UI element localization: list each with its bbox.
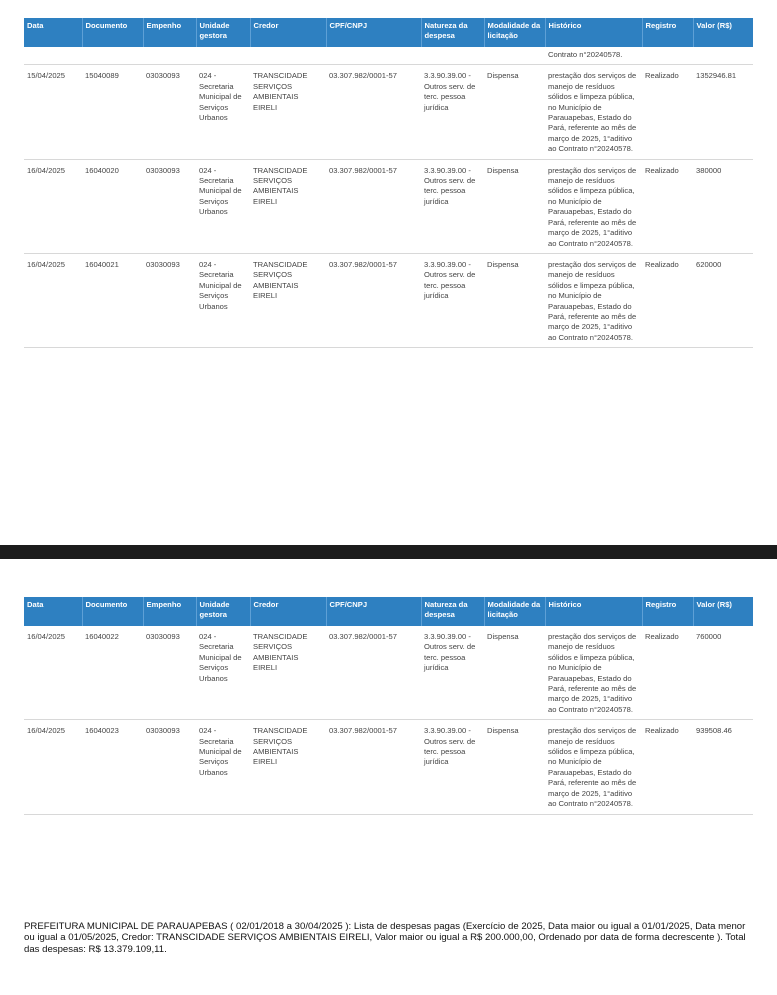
column-header[interactable]: Valor (R$) xyxy=(693,18,753,47)
column-header[interactable]: Registro xyxy=(642,18,693,47)
unit-cell: 024 - Secretaria Municipal de Serviços Urbanos xyxy=(196,626,250,720)
date-cell: 16/04/2025 xyxy=(24,720,82,814)
column-header[interactable]: Histórico xyxy=(545,597,642,626)
column-header[interactable]: Empenho xyxy=(143,597,196,626)
nature-cell: 3.3.90.39.00 - Outros serv. de terc. pessoa jurídica xyxy=(421,626,484,720)
value-cell: 760000 xyxy=(693,626,753,720)
date-cell: 15/04/2025 xyxy=(24,65,82,159)
column-header[interactable]: Unidade gestora xyxy=(196,597,250,626)
column-header[interactable]: Empenho xyxy=(143,18,196,47)
unit-cell: 024 - Secretaria Municipal de Serviços Urbanos xyxy=(196,720,250,814)
creditor-cell: TRANSCIDADE SERVIÇOS AMBIENTAIS EIRELI xyxy=(250,159,326,253)
registro-cell: Realizado xyxy=(642,159,693,253)
modality-cell: Dispensa xyxy=(484,253,545,347)
column-header[interactable]: Histórico xyxy=(545,18,642,47)
historico-cell: prestação dos serviços de manejo de resíduos sólidos e limpeza pública, no Município de Parauapebas, Estado do Pará, referente ao mês de março de 2025, 1°aditivo ao Contrato n°20240578. xyxy=(545,159,642,253)
registro-cell: Realizado xyxy=(642,626,693,720)
document-cell: 16040023 xyxy=(82,720,143,814)
table-row[interactable] xyxy=(24,159,753,253)
empenho-cell: 03030093 xyxy=(143,253,196,347)
historico-cell: Contrato n°20240578. xyxy=(545,47,642,65)
page-separator xyxy=(0,545,777,559)
table-header-row xyxy=(24,597,753,626)
historico-cell: prestação dos serviços de manejo de resíduos sólidos e limpeza pública, no Município de Parauapebas, Estado do Pará, referente ao mês de março de 2025, 1°aditivo ao Contrato n°20240578. xyxy=(545,720,642,814)
column-header[interactable]: Valor (R$) xyxy=(693,597,753,626)
column-header[interactable]: Credor xyxy=(250,18,326,47)
column-header[interactable]: Unidade gestora xyxy=(196,18,250,47)
historico-cell: prestação dos serviços de manejo de resíduos sólidos e limpeza pública, no Município de Parauapebas, Estado do Pará, referente ao mês de março de 2025, 1°aditivo ao Contrato n°20240578. xyxy=(545,253,642,347)
date-cell: 16/04/2025 xyxy=(24,626,82,720)
nature-cell: 3.3.90.39.00 - Outros serv. de terc. pessoa jurídica xyxy=(421,65,484,159)
cnpj-cell: 03.307.982/0001-57 xyxy=(326,65,421,159)
document-cell: 16040020 xyxy=(82,159,143,253)
expenses-table xyxy=(24,597,753,815)
cnpj-cell: 03.307.982/0001-57 xyxy=(326,720,421,814)
table-row[interactable] xyxy=(24,626,753,720)
empenho-cell: 03030093 xyxy=(143,626,196,720)
report-summary: PREFEITURA MUNICIPAL DE PARAUAPEBAS ( 02/01/2018 a 30/04/2025 ): Lista de despesas pagas (Exercício de 2025, Data maior ou igual a 01/01/2025, Data menor ou igual a 01/05/2025, Credor: TRANSCIDADE SERVIÇOS AMBIENTAIS EIRELI, Valor maior ou igual a R$ 200.000,00, Ordenado por data de forma decrescente ). Total das despesas: R$ 13.379.109,11. xyxy=(24,921,746,955)
expenses-table xyxy=(24,18,753,348)
modality-cell: Dispensa xyxy=(484,159,545,253)
column-header[interactable]: Data xyxy=(24,597,82,626)
nature-cell: 3.3.90.39.00 - Outros serv. de terc. pessoa jurídica xyxy=(421,720,484,814)
column-header[interactable]: CPF/CNPJ xyxy=(326,597,421,626)
column-header[interactable]: CPF/CNPJ xyxy=(326,18,421,47)
nature-cell: 3.3.90.39.00 - Outros serv. de terc. pessoa jurídica xyxy=(421,253,484,347)
document-cell: 15040089 xyxy=(82,65,143,159)
table-row[interactable] xyxy=(24,720,753,814)
creditor-cell: TRANSCIDADE SERVIÇOS AMBIENTAIS EIRELI xyxy=(250,720,326,814)
report-page-2 xyxy=(0,559,777,995)
column-header[interactable]: Credor xyxy=(250,597,326,626)
modality-cell: Dispensa xyxy=(484,65,545,159)
empenho-cell: 03030093 xyxy=(143,159,196,253)
registro-cell: Realizado xyxy=(642,65,693,159)
column-header[interactable]: Modalidade da licitação xyxy=(484,18,545,47)
value-cell: 380000 xyxy=(693,159,753,253)
creditor-cell: TRANSCIDADE SERVIÇOS AMBIENTAIS EIRELI xyxy=(250,626,326,720)
value-cell: 620000 xyxy=(693,253,753,347)
column-header[interactable]: Registro xyxy=(642,597,693,626)
registro-cell: Realizado xyxy=(642,253,693,347)
column-header[interactable]: Natureza da despesa xyxy=(421,597,484,626)
column-header[interactable]: Data xyxy=(24,18,82,47)
modality-cell: Dispensa xyxy=(484,720,545,814)
date-cell: 16/04/2025 xyxy=(24,159,82,253)
nature-cell: 3.3.90.39.00 - Outros serv. de terc. pessoa jurídica xyxy=(421,159,484,253)
registro-cell: Realizado xyxy=(642,720,693,814)
empenho-cell: 03030093 xyxy=(143,65,196,159)
column-header[interactable]: Modalidade da licitação xyxy=(484,597,545,626)
value-cell: 1352946.81 xyxy=(693,65,753,159)
table-row[interactable] xyxy=(24,65,753,159)
column-header[interactable]: Documento xyxy=(82,18,143,47)
column-header[interactable]: Documento xyxy=(82,597,143,626)
cnpj-cell: 03.307.982/0001-57 xyxy=(326,626,421,720)
table-header-row xyxy=(24,18,753,47)
unit-cell: 024 - Secretaria Municipal de Serviços Urbanos xyxy=(196,253,250,347)
creditor-cell: TRANSCIDADE SERVIÇOS AMBIENTAIS EIRELI xyxy=(250,253,326,347)
creditor-cell: TRANSCIDADE SERVIÇOS AMBIENTAIS EIRELI xyxy=(250,65,326,159)
cnpj-cell: 03.307.982/0001-57 xyxy=(326,159,421,253)
column-header[interactable]: Natureza da despesa xyxy=(421,18,484,47)
empenho-cell: 03030093 xyxy=(143,720,196,814)
document-cell: 16040021 xyxy=(82,253,143,347)
value-cell: 939508.46 xyxy=(693,720,753,814)
date-cell: 16/04/2025 xyxy=(24,253,82,347)
modality-cell: Dispensa xyxy=(484,626,545,720)
unit-cell: 024 - Secretaria Municipal de Serviços Urbanos xyxy=(196,65,250,159)
cnpj-cell: 03.307.982/0001-57 xyxy=(326,253,421,347)
table-row[interactable] xyxy=(24,253,753,347)
table-row-continued xyxy=(24,47,753,65)
document-cell: 16040022 xyxy=(82,626,143,720)
historico-cell: prestação dos serviços de manejo de resíduos sólidos e limpeza pública, no Município de Parauapebas, Estado do Pará, referente ao mês de março de 2025, 1°aditivo ao Contrato n°20240578. xyxy=(545,65,642,159)
historico-cell: prestação dos serviços de manejo de resíduos sólidos e limpeza pública, no Município de Parauapebas, Estado do Pará, referente ao mês de março de 2025, 1°aditivo ao Contrato n°20240578. xyxy=(545,626,642,720)
unit-cell: 024 - Secretaria Municipal de Serviços Urbanos xyxy=(196,159,250,253)
